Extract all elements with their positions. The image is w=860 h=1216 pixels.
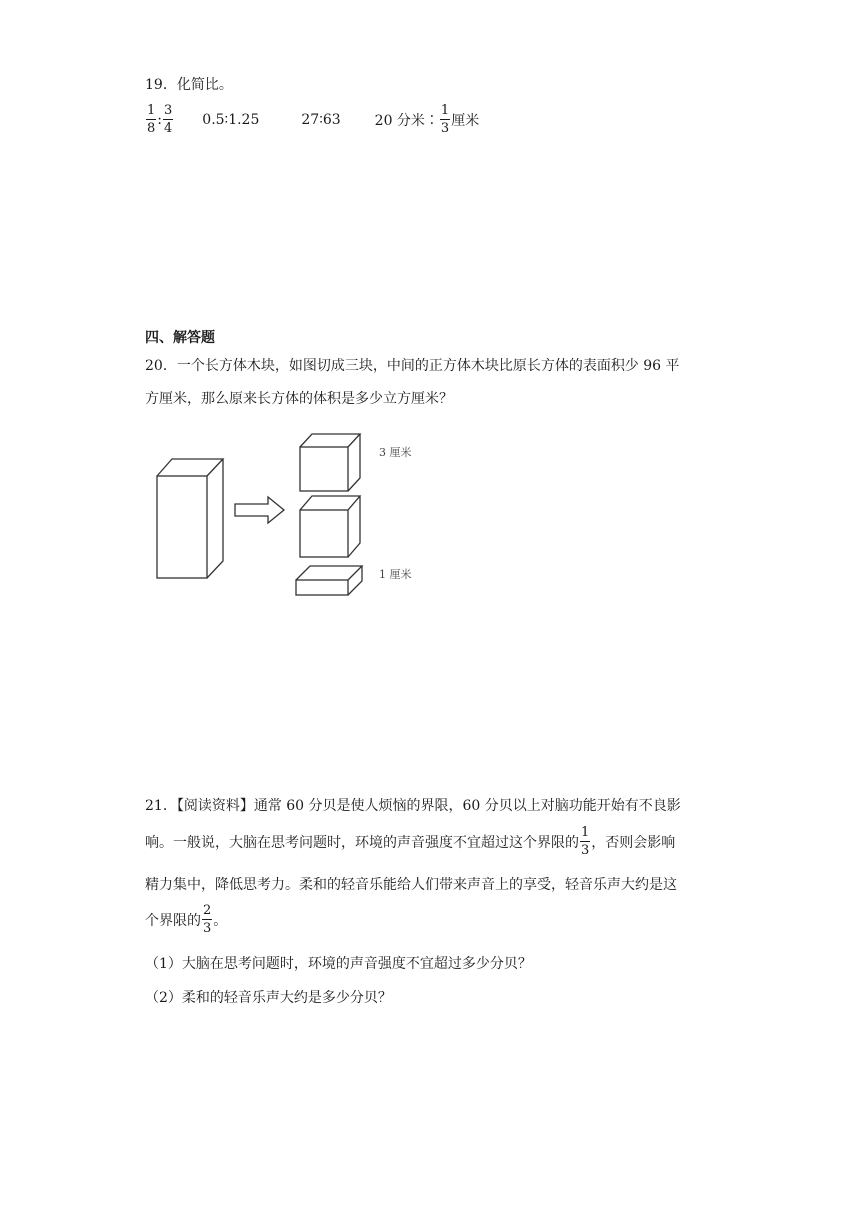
q19-e3: 27∶63	[301, 111, 341, 128]
q19-expressions	[145, 104, 479, 135]
q21-line3: 精力集中，降低思考力。柔和的轻音乐能给人们带来声音上的享受，轻音乐声大约是这	[145, 877, 677, 893]
q19-e4-suffix: 厘米	[451, 112, 480, 129]
q19-e1-frac-a: $\frac{1}{8}$	[147, 103, 156, 136]
q19-e4-frac: $\frac{1}{3}$	[440, 103, 450, 136]
q19-e2: 0.5∶1.25	[202, 111, 260, 128]
top-cube-shape	[300, 434, 360, 491]
middle-cube-shape	[300, 496, 360, 557]
q19-e1-frac-b: $\frac{3}{4}$	[164, 103, 173, 136]
label-1cm: 1 厘米	[379, 568, 412, 581]
q19-e4-prefix: 20 分米∶	[374, 112, 439, 129]
q21-line4: 个界限的 $\frac{2}{3}$ 。	[145, 903, 228, 936]
bottom-slab-shape	[296, 566, 362, 595]
q20-line2: 方厘米，那么原来长方体的体积是多少立方厘米？	[145, 391, 453, 407]
q21-line1: 21．【阅读资料】通常 60 分贝是使人烦恼的界限，60 分贝以上对脑功能开始有不良影	[145, 798, 681, 814]
q21-frac-two-thirds: $\frac{2}{3}$	[203, 903, 212, 936]
q21-subquestion-2: （2）柔和的轻音乐声大约是多少分贝？	[145, 990, 392, 1006]
q21-subquestion-1: （1）大脑在思考问题时，环境的声音强度不宜超过多少分贝？	[145, 956, 532, 972]
section-title: 四、解答题	[145, 330, 215, 346]
tall-cuboid-shape	[157, 459, 223, 578]
label-3cm: 3 厘米	[379, 446, 412, 459]
q20-figure	[150, 428, 440, 603]
q19-title: 19．化简比。	[145, 77, 233, 93]
q19-e1-sep: :	[157, 111, 162, 128]
q21-frac-one-third: $\frac{1}{3}$	[581, 825, 590, 858]
q20-line1: 20．一个长方体木块，如图切成三块，中间的正方体木块比原长方体的表面积少 96 平	[145, 358, 680, 374]
q21-line2: 响。一般说，大脑在思考问题时，环境的声音强度不宜超过这个界限的 $\frac{1}{3}$ ，否则会影响	[145, 825, 676, 858]
right-arrow-icon	[235, 497, 284, 523]
